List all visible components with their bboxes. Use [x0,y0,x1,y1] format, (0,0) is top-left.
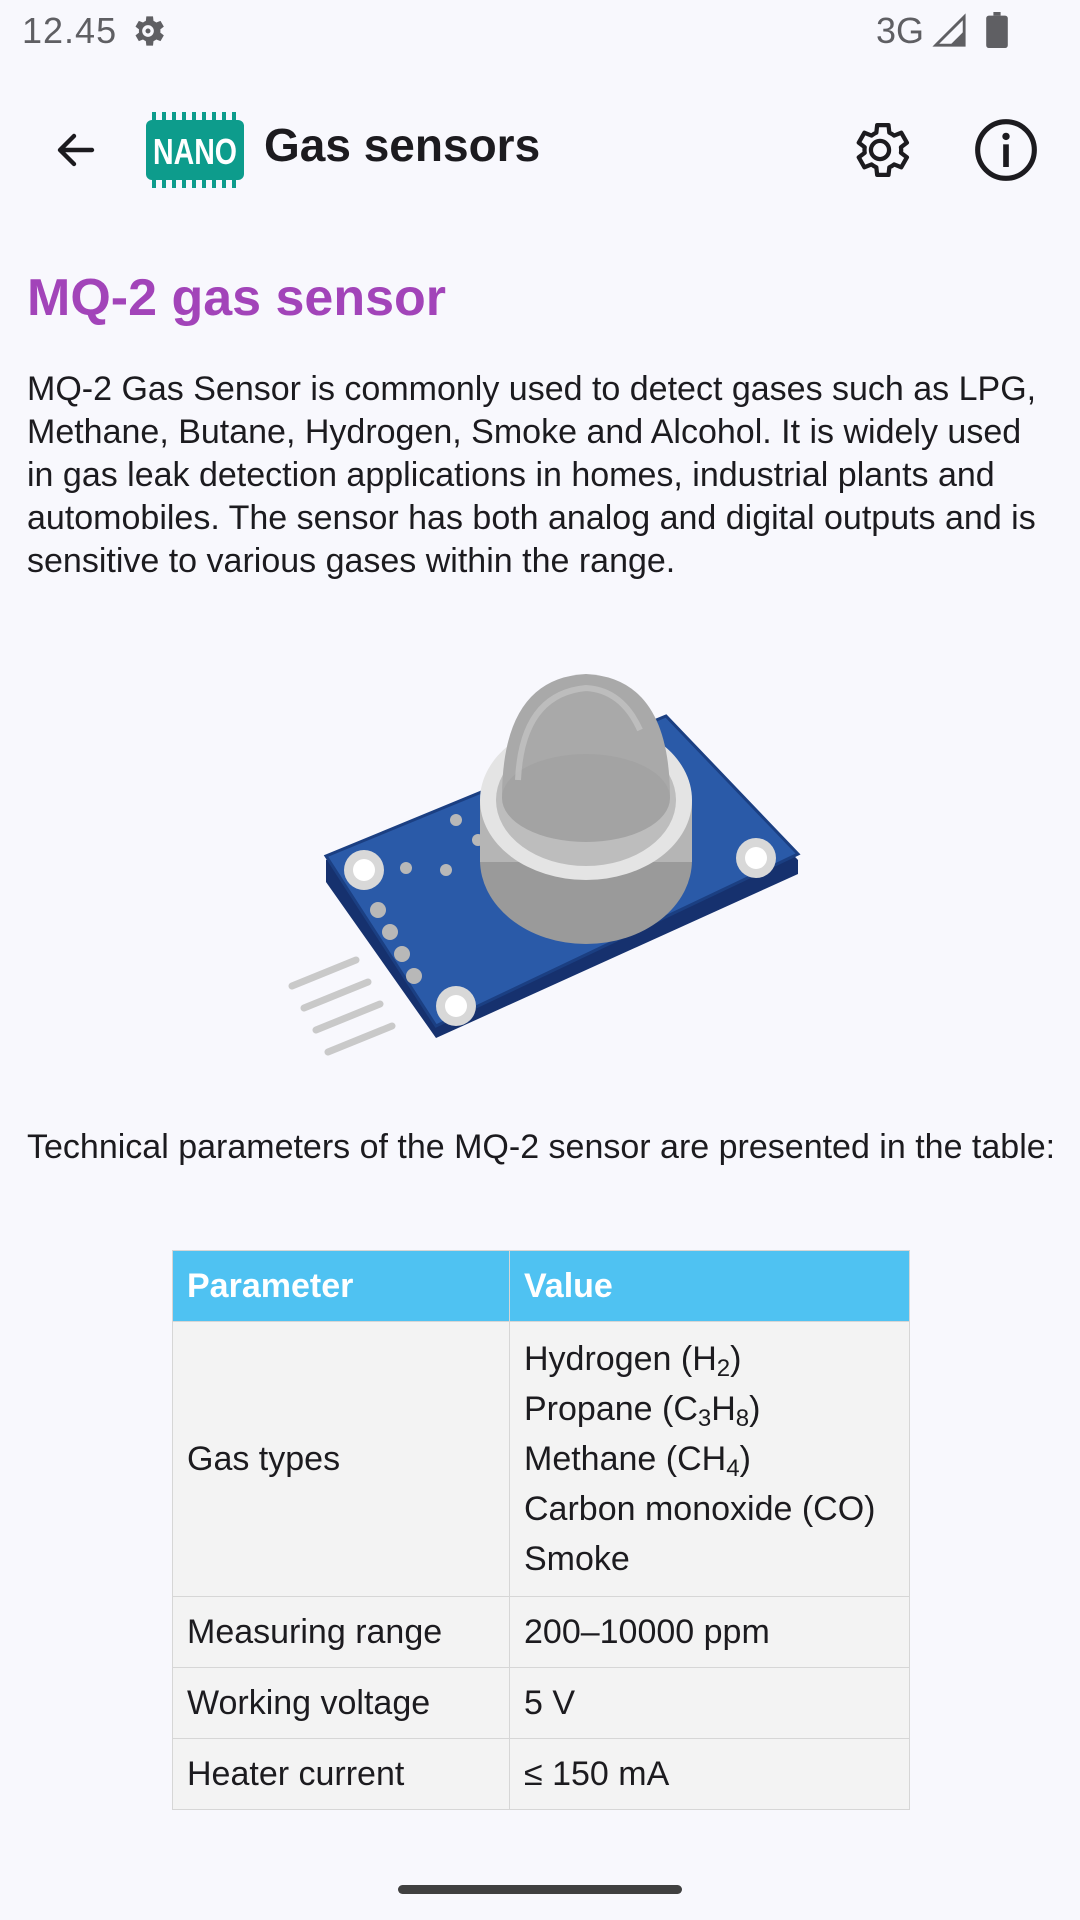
gas-hydrogen: Hydrogen $(H_2)$ [524,1340,742,1382]
settings-gear-icon [128,11,168,51]
value-measuring-range: 200–10000 ppm [510,1597,910,1668]
mq2-sensor-image [286,670,806,1090]
table-row [173,1597,910,1668]
column-header-value: Value [510,1251,910,1322]
info-button[interactable] [972,116,1040,184]
parameters-table [172,1250,910,1810]
status-bar [0,0,1080,64]
settings-button[interactable] [846,116,914,184]
back-button[interactable] [44,118,108,182]
value-working-voltage: 5 V [510,1668,910,1739]
gas-methane: Methane $(CH_4)$ [524,1440,751,1482]
table-header-row [173,1251,910,1322]
article-content[interactable] [0,232,1080,1792]
param-measuring-range: Measuring range [173,1597,510,1668]
table-row [173,1668,910,1739]
app-title: Gas sensors [264,119,541,171]
back-arrow-icon [52,126,100,174]
param-working-voltage: Working voltage [173,1668,510,1739]
value-heater-current: ≤ 150 mA [510,1739,910,1810]
app-bar [0,64,1080,232]
gas-carbon-monoxide: Carbon monoxide (CO) [524,1490,876,1528]
table-intro-paragraph: Technical parameters of the MQ-2 sensor are presented in the table: [27,1128,1056,1166]
value-gas-types [510,1322,910,1597]
param-heater-current: Heater current [173,1739,510,1810]
status-time: 12.45 [22,10,118,51]
nano-logo [146,112,244,188]
table-row [173,1322,910,1597]
signal-icon [932,14,968,48]
network-type: 3G [876,10,925,51]
battery-icon [986,12,1008,48]
gas-smoke: Smoke [524,1540,630,1578]
param-gas-types: Gas types [173,1322,510,1597]
table-row [173,1739,910,1810]
svg-text:NANO: NANO [153,131,237,172]
column-header-parameter: Parameter [173,1251,510,1322]
page-heading: MQ-2 gas sensor [27,269,447,327]
intro-paragraph: MQ-2 Gas Sensor is commonly used to detect gases such as LPG, Methane, Butane, Hydrogen, Smoke and Alcohol. It is widely used in gas leak detection applications in homes, industrial plants and automobiles. The sensor has both analog and digital outputs and is sensitive to various gases within the range. [27,370,1037,580]
settings-icon [846,116,914,184]
home-indicator[interactable] [398,1885,682,1894]
gas-propane: Propane $(C_3H_8)$ [524,1390,761,1432]
info-icon [972,116,1040,184]
